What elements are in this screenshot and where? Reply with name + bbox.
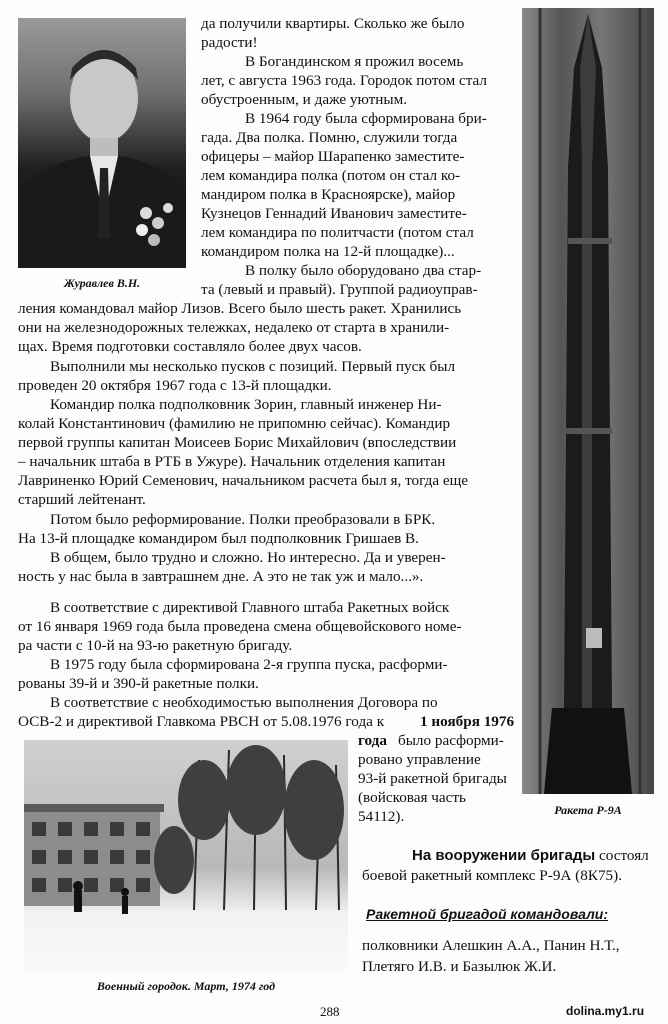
text-line-bold: года <box>358 732 387 749</box>
text-line: лет, с августа 1963 года. Городок потом стал <box>201 72 487 89</box>
text-line: В соответствие с необходимостью выполнения Договора по <box>50 694 438 711</box>
text-line: В 1964 году была сформирована бри- <box>245 110 487 127</box>
text-line: Лавриненко Юрий Семенович, начальником расчета был я, тогда еще <box>18 472 469 489</box>
armament-line-2: боевой ракетный комплекс Р-9А (8К75). <box>362 867 622 884</box>
text-line: они на железнодорожных тележках, недалеко от старта в хранили- <box>18 319 450 336</box>
rocket-photo <box>522 8 654 794</box>
text-line: – начальник штаба в РТБ в Ужуре). Начальник отделения капитан <box>18 453 446 470</box>
text-line: первой группы капитан Моисеев Борис Михайлович (впоследствии <box>18 434 457 451</box>
text-line: ления командовал майор Лизов. Всего было шесть ракет. Хранились <box>18 300 462 317</box>
text-line: В общем, было трудно и сложно. Но интересно. Да и уверен- <box>50 549 446 566</box>
text-line: ность у нас была в завтрашнем дне. А это не так уж и мало...». <box>18 568 424 585</box>
text-line: В 1975 году была сформирована 2-я группа пуска, расформи- <box>50 656 448 673</box>
text-line: радости! <box>201 34 258 51</box>
portrait-caption: Журавлев В.Н. <box>63 276 141 290</box>
text-line: лем командира полка (потом он стал ко- <box>201 167 461 184</box>
text-line: гада. Два полка. Помню, служили тогда <box>201 129 458 146</box>
town-scene-icon <box>24 740 348 972</box>
text-line: 93-й ракетной бригады <box>358 770 507 787</box>
portrait-photo <box>18 18 186 268</box>
watermark: dolina.my1.ru <box>566 1004 645 1018</box>
town-photo <box>24 740 348 972</box>
commanders-heading: Ракетной бригадой командовали: <box>366 906 608 922</box>
text-line: проведен 20 октября 1967 года с 13-й площадки. <box>18 377 332 394</box>
officer-portrait-icon <box>18 18 186 268</box>
text-line: командиром полка на 12-й площадке)... <box>201 243 455 260</box>
armament-line-1 <box>412 846 649 865</box>
text-line: офицеры – майор Шарапенко заместите- <box>201 148 465 165</box>
text-line: ровано управление <box>358 751 481 768</box>
text-line: Кузнецов Геннадий Иванович заместите- <box>201 205 467 222</box>
text-line: В полку было оборудовано два стар- <box>245 262 482 279</box>
text-line: 54112). <box>358 808 405 825</box>
text-line: та (левый и правый). Группой радиоуправ- <box>201 281 478 298</box>
text-line: ра части с 10-й на 93-ю ракетную бригаду. <box>18 637 293 654</box>
text-line: да получили квартиры. Сколько же было <box>201 15 465 32</box>
text-line: рованы 39-й и 390-й ракетные полки. <box>18 675 259 692</box>
rocket-caption: Ракета Р-9А <box>554 803 622 817</box>
text-line: ОСВ-2 и директивой Главкома РВСН от 5.08.1976 года к <box>18 713 385 730</box>
text-line: Потом было реформирование. Полки преобразовали в БРК. <box>50 511 436 528</box>
text-line: На 13-й площадке командиром был подполковник Гришаев В. <box>18 530 419 547</box>
text-line: (войсковая часть <box>358 789 466 806</box>
town-caption: Военный городок. Март, 1974 год <box>96 979 276 993</box>
page-number: 288 <box>320 1004 340 1019</box>
text-line: от 16 января 1969 года была проведена смена общевойскового номе- <box>18 618 462 635</box>
text-line: щах. Время подготовки составляло более двух часов. <box>18 338 362 355</box>
text-line: Командир полка подполковник Зорин, главный инженер Ни- <box>50 396 442 413</box>
text-line: старший лейтенант. <box>18 491 146 508</box>
text-line: обустроенным, и даже уютным. <box>201 91 408 108</box>
text-line: В Богандинском я прожил восемь <box>245 53 464 70</box>
text-line: лем командира по политчасти (потом стал <box>201 224 474 241</box>
commanders-line-1: полковники Алешкин А.А., Панин Н.Т., <box>362 937 620 954</box>
armament-rest: состоял <box>595 847 649 864</box>
text-line: колай Константинович (фамилию не припомню сейчас). Командир <box>18 415 451 432</box>
commanders-line-2: Плетяго И.В. и Базылюк Ж.И. <box>362 958 557 975</box>
armament-bold: На вооружении бригады <box>412 847 596 864</box>
rocket-icon <box>522 8 654 794</box>
text-line: было расформи- <box>398 732 504 749</box>
text-line-bold: 1 ноября 1976 <box>420 713 515 730</box>
text-line: Выполнили мы несколько пусков с позиций. Первый пуск был <box>50 358 456 375</box>
text-line: В соответствие с директивой Главного штаба Ракетных войск <box>50 599 450 616</box>
text-line: мандиром полка в Красноярске), майор <box>201 186 456 203</box>
